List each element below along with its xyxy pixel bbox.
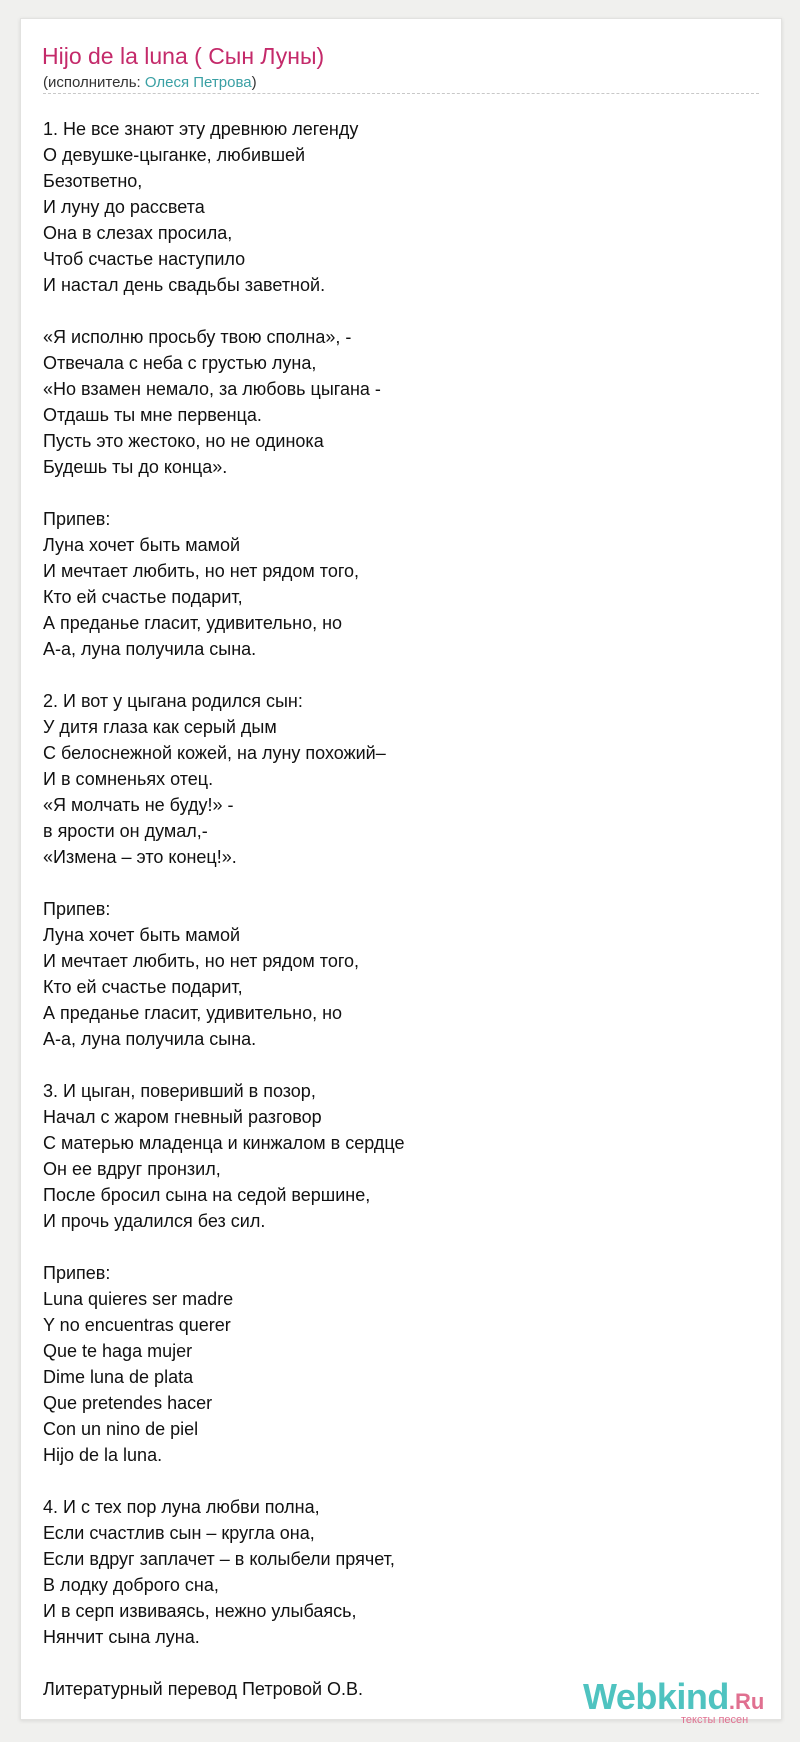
- lyric-line: С матерью младенца и кинжалом в сердце: [43, 1133, 405, 1153]
- lyric-line: С белоснежной кожей, на луну похожий–: [43, 743, 386, 763]
- lyric-line: Литературный перевод Петровой О.В.: [43, 1679, 364, 1699]
- stanza-gap: [43, 1052, 763, 1078]
- watermark-tld: .Ru: [728, 1689, 765, 1714]
- lyric-line: Нянчит сына луна.: [43, 1627, 200, 1647]
- title-divider: [43, 93, 759, 94]
- artist-line: [43, 74, 257, 91]
- lyric-line: Отдашь ты мне первенца.: [43, 405, 262, 425]
- lyric-line: О девушке-цыганке, любившей: [43, 145, 306, 165]
- lyric-line: После бросил сына на седой вершине,: [43, 1185, 371, 1205]
- lyric-line: Припев:: [43, 509, 111, 529]
- lyric-line: Она в слезах просила,: [43, 223, 233, 243]
- lyric-line: Луна хочет быть мамой: [43, 925, 241, 945]
- song-title: Hijo de la luna ( Сын Луны): [42, 43, 325, 69]
- stanza-gap: [43, 480, 763, 506]
- lyric-line: «Измена – это конец!».: [43, 847, 237, 867]
- lyric-line: И прочь удалился без сил.: [43, 1211, 266, 1231]
- lyric-line: А-а, луна получила сына.: [43, 1029, 257, 1049]
- lyric-line: Будешь ты до конца».: [43, 457, 228, 477]
- lyric-line: Луна хочет быть мамой: [43, 535, 241, 555]
- lyric-line: А преданье гласит, удивительно, но: [43, 613, 343, 633]
- stanza-gap: [43, 1468, 763, 1494]
- lyric-line: Dime luna de plata: [43, 1367, 194, 1387]
- lyric-line: Если вдруг заплачет – в колыбели прячет,: [43, 1549, 395, 1569]
- lyric-line: Припев:: [43, 899, 111, 919]
- watermark-tagline: тексты песен: [681, 1714, 749, 1726]
- lyric-line: 1. Не все знают эту древнюю легенду: [43, 119, 359, 139]
- artist-prefix: (исполнитель:: [43, 74, 145, 91]
- stanza-gap: [43, 662, 763, 688]
- lyric-line: Кто ей счастье подарит,: [43, 977, 243, 997]
- lyric-line: И луну до рассвета: [43, 197, 205, 217]
- lyric-line: И настал день свадьбы заветной.: [43, 275, 326, 295]
- lyrics-text: [43, 116, 763, 1702]
- lyric-line: Que te haga mujer: [43, 1341, 193, 1361]
- lyric-line: в ярости он думал,-: [43, 821, 208, 841]
- stanza-gap: [43, 870, 763, 896]
- lyric-line: А преданье гласит, удивительно, но: [43, 1003, 343, 1023]
- lyric-line: У дитя глаза как серый дым: [43, 717, 277, 737]
- lyric-line: Отвечала с неба с грустью луна,: [43, 353, 317, 373]
- lyric-line: А-а, луна получила сына.: [43, 639, 257, 659]
- lyric-line: В лодку доброго сна,: [43, 1575, 219, 1595]
- lyric-line: Пусть это жестоко, но не одинока: [43, 431, 324, 451]
- lyric-line: И мечтает любить, но нет рядом того,: [43, 561, 360, 581]
- lyric-line: Hijo de la luna.: [43, 1445, 163, 1465]
- stanza-gap: [43, 1650, 763, 1676]
- lyric-line: Que pretendes hacer: [43, 1393, 213, 1413]
- lyric-line: И мечтает любить, но нет рядом того,: [43, 951, 360, 971]
- artist-suffix: ): [251, 74, 257, 91]
- lyric-line: Кто ей счастье подарит,: [43, 587, 243, 607]
- lyric-line: Безответно,: [43, 171, 143, 191]
- watermark-brand: Webkind: [583, 1676, 729, 1717]
- lyric-line: Начал с жаром гневный разговор: [43, 1107, 322, 1127]
- site-watermark[interactable]: [583, 1676, 765, 1726]
- lyric-line: Припев:: [43, 1263, 111, 1283]
- lyric-line: Y no encuentras querer: [43, 1315, 231, 1335]
- lyric-line: «Я молчать не буду!» -: [43, 795, 234, 815]
- lyric-line: 3. И цыган, поверивший в позор,: [43, 1081, 316, 1101]
- lyric-line: Он ее вдруг пронзил,: [43, 1159, 221, 1179]
- lyric-line: 2. И вот у цыгана родился сын:: [43, 691, 303, 711]
- lyric-line: «Я исполню просьбу твою сполна», -: [43, 327, 352, 347]
- lyric-line: «Но взамен немало, за любовь цыгана -: [43, 379, 381, 399]
- lyric-line: Чтоб счастье наступило: [43, 249, 246, 269]
- lyric-line: Con un nino de piel: [43, 1419, 199, 1439]
- lyric-line: И в сомненьях отец.: [43, 769, 214, 789]
- stanza-gap: [43, 1234, 763, 1260]
- artist-link[interactable]: Олеся Петрова: [144, 74, 252, 91]
- lyric-line: 4. И с тех пор луна любви полна,: [43, 1497, 320, 1517]
- stanza-gap: [43, 298, 763, 324]
- lyric-line: И в серп извиваясь, нежно улыбаясь,: [43, 1601, 357, 1621]
- lyric-line: Luna quieres ser madre: [43, 1289, 234, 1309]
- lyric-line: Если счастлив сын – кругла она,: [43, 1523, 315, 1543]
- lyrics-card: [20, 18, 782, 1726]
